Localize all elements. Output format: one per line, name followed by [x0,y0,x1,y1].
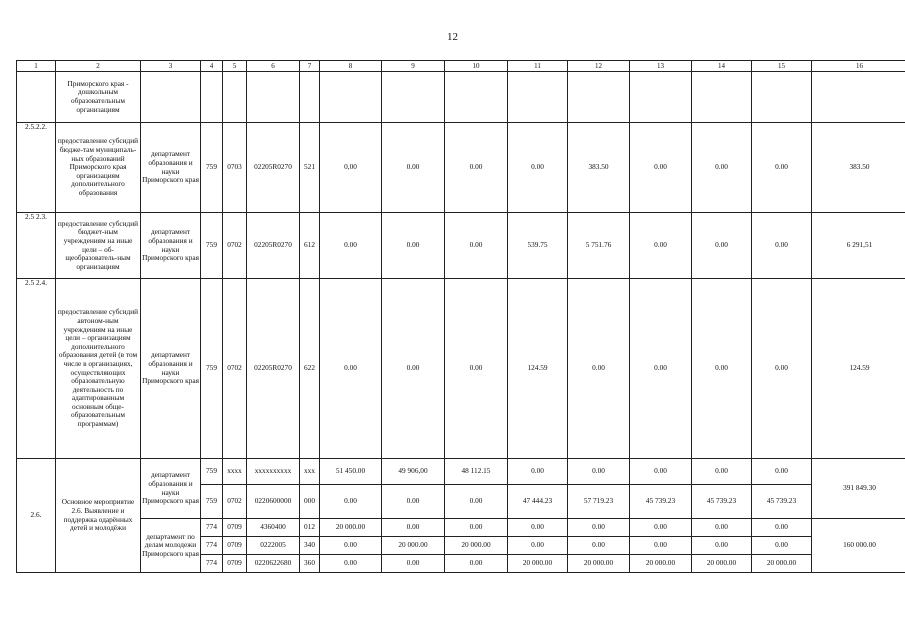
amount-cell: 47 444.23 [508,485,568,519]
amount-cell: 0.00 [508,459,568,485]
table-row [17,519,905,537]
executor: департамент образования и науки Приморского края [141,459,201,519]
amount-cell: 0.00 [508,123,568,213]
measure-name: предоставление субсидий автоном-ным учреждениям на иные цели – организациям дополнительного образования детей (в том числе в организациях, осуществляющих образовательную деятельность по адаптированным основным обще-образовательным программам) [56,279,141,459]
amount-cell: 45 739.23 [692,485,752,519]
header-cell: 10 [445,61,508,72]
code-cell: 0222005 [247,537,300,555]
amount-cell: 0.00 [445,519,508,537]
amount-cell: 0.00 [508,537,568,555]
header-cell: 13 [630,61,692,72]
header-cell: 14 [692,61,752,72]
amount-cell: 0.00 [752,537,812,555]
amount-cell: 20 000.00 [692,555,752,573]
header-cell: 6 [247,61,300,72]
item-code: 2.5.2.2. [17,123,56,213]
amount-cell: 45 739.23 [752,485,812,519]
amount-cell: 20 000.00 [445,537,508,555]
code-cell: 0702 [223,279,247,459]
amount-cell: 0.00 [382,485,445,519]
amount-cell: 0.00 [692,279,752,459]
code-cell: 360 [300,555,320,573]
code-cell: 774 [201,555,223,573]
executor: департамент по делам молодежи Приморского края [141,519,201,573]
item-code: 2.5 2.4. [17,279,56,459]
code-cell: 0709 [223,555,247,573]
measure-name: Основное мероприятие 2.6. Выявление и поддержка одарённых детей и молодёжи [56,459,141,573]
amount-cell: 0.00 [630,537,692,555]
amount-cell: 20 000.00 [320,519,382,537]
amount-cell: 20 000.00 [752,555,812,573]
measure-name: предоставление субсидий бюджет-ным учреждениям на иные цели – об-щеобразователь-ным организациям [56,213,141,279]
code-cell: 759 [201,459,223,485]
code-cell: 774 [201,519,223,537]
amount-cell: 0.00 [692,123,752,213]
budget-table [16,60,905,573]
amount-cell: 0.00 [692,519,752,537]
amount-cell: 0.00 [568,537,630,555]
amount-cell: 0.00 [445,485,508,519]
header-cell: 11 [508,61,568,72]
header-cell: 16 [812,61,905,72]
header-row [17,61,905,72]
code-cell: 02205R0270 [247,279,300,459]
amount-cell: 0.00 [752,519,812,537]
code-cell: 0703 [223,123,247,213]
amount-cell: 0.00 [752,213,812,279]
header-cell: 15 [752,61,812,72]
code-cell: 759 [201,279,223,459]
amount-cell: 0.00 [630,459,692,485]
amount-cell: 539.75 [508,213,568,279]
code-cell: xxxxxxxxxx [247,459,300,485]
amount-cell: 0.00 [445,213,508,279]
amount-cell: 0.00 [320,213,382,279]
amount-cell: 0.00 [320,555,382,573]
amount-cell: 0.00 [508,519,568,537]
amount-cell: 0.00 [752,279,812,459]
code-cell: 0702 [223,213,247,279]
amount-cell: 0.00 [630,279,692,459]
header-cell: 5 [223,61,247,72]
total-cell: 383.50 [812,123,905,213]
amount-cell: 0.00 [320,537,382,555]
code-cell: 0702 [223,485,247,519]
amount-cell: 51 450.00 [320,459,382,485]
amount-cell: 0.00 [445,123,508,213]
code-cell: 0709 [223,537,247,555]
code-cell: 521 [300,123,320,213]
code-cell: 0220600000 [247,485,300,519]
amount-cell: 383.50 [568,123,630,213]
amount-cell: 0,00 [320,123,382,213]
header-cell: 1 [17,61,56,72]
code-cell: xxx [300,459,320,485]
code-cell: 622 [300,279,320,459]
amount-cell: 124.59 [508,279,568,459]
amount-cell: 20 000.00 [630,555,692,573]
amount-cell: 48 112.15 [445,459,508,485]
executor: департамент образования и науки Приморского края [141,123,201,213]
code-cell: 340 [300,537,320,555]
amount-cell: 0.00 [630,519,692,537]
table-row [17,123,905,213]
code-cell: 759 [201,123,223,213]
amount-cell: 20 000.00 [508,555,568,573]
table-row [17,279,905,459]
amount-cell: 0.00 [382,213,445,279]
amount-cell: 0.00 [382,123,445,213]
amount-cell: 0.00 [568,519,630,537]
amount-cell: 20 000.00 [382,537,445,555]
amount-cell: 0.00 [692,213,752,279]
amount-cell: 45 739.23 [630,485,692,519]
total-cell: 160 000.00 [812,519,905,573]
table-row [17,72,905,123]
amount-cell: 0.00 [382,555,445,573]
item-code: 2.5 2.3. [17,213,56,279]
measure-name: Приморского края - дошкольным образовательным организациям [56,72,141,123]
amount-cell: 0.00 [382,279,445,459]
code-cell: 02205R0270 [247,123,300,213]
amount-cell: 0.00 [752,459,812,485]
code-cell: 759 [201,485,223,519]
amount-cell: 0.00 [568,459,630,485]
amount-cell: 49 906,00 [382,459,445,485]
header-cell: 2 [56,61,141,72]
table-row [17,213,905,279]
code-cell: 0220622680 [247,555,300,573]
table-row [17,459,905,485]
amount-cell: 0.00 [630,213,692,279]
header-cell: 12 [568,61,630,72]
code-cell: 000 [300,485,320,519]
amount-cell: 0.00 [320,279,382,459]
code-cell: 4360400 [247,519,300,537]
amount-cell: 0.00 [752,123,812,213]
header-cell: 4 [201,61,223,72]
header-cell: 9 [382,61,445,72]
amount-cell: 57 719.23 [568,485,630,519]
item-code: 2.6. [17,459,56,573]
executor: департамент образования и науки Приморского края [141,213,201,279]
amount-cell: 5 751.76 [568,213,630,279]
amount-cell: 0.00 [630,123,692,213]
code-cell: 012 [300,519,320,537]
amount-cell: 0.00 [320,485,382,519]
total-cell: 124.59 [812,279,905,459]
code-cell: xxxx [223,459,247,485]
amount-cell: 0.00 [692,537,752,555]
code-cell: 774 [201,537,223,555]
header-cell: 8 [320,61,382,72]
code-cell: 02205R0270 [247,213,300,279]
header-cell: 3 [141,61,201,72]
amount-cell: 0.00 [445,279,508,459]
executor: департамент образования и науки Приморского края [141,279,201,459]
amount-cell: 0.00 [692,459,752,485]
code-cell: 612 [300,213,320,279]
amount-cell: 20 000.00 [568,555,630,573]
amount-cell: 0.00 [382,519,445,537]
measure-name: предоставление субсидий бюдже-там муниципаль-ных образований Приморского края организациям дополнительного образования [56,123,141,213]
amount-cell: 0.00 [445,555,508,573]
code-cell: 0709 [223,519,247,537]
amount-cell: 0.00 [568,279,630,459]
header-cell: 7 [300,61,320,72]
total-cell: 6 291,51 [812,213,905,279]
code-cell: 759 [201,213,223,279]
page-number: 12 [447,31,458,43]
total-cell: 391 849.30 [812,459,905,519]
